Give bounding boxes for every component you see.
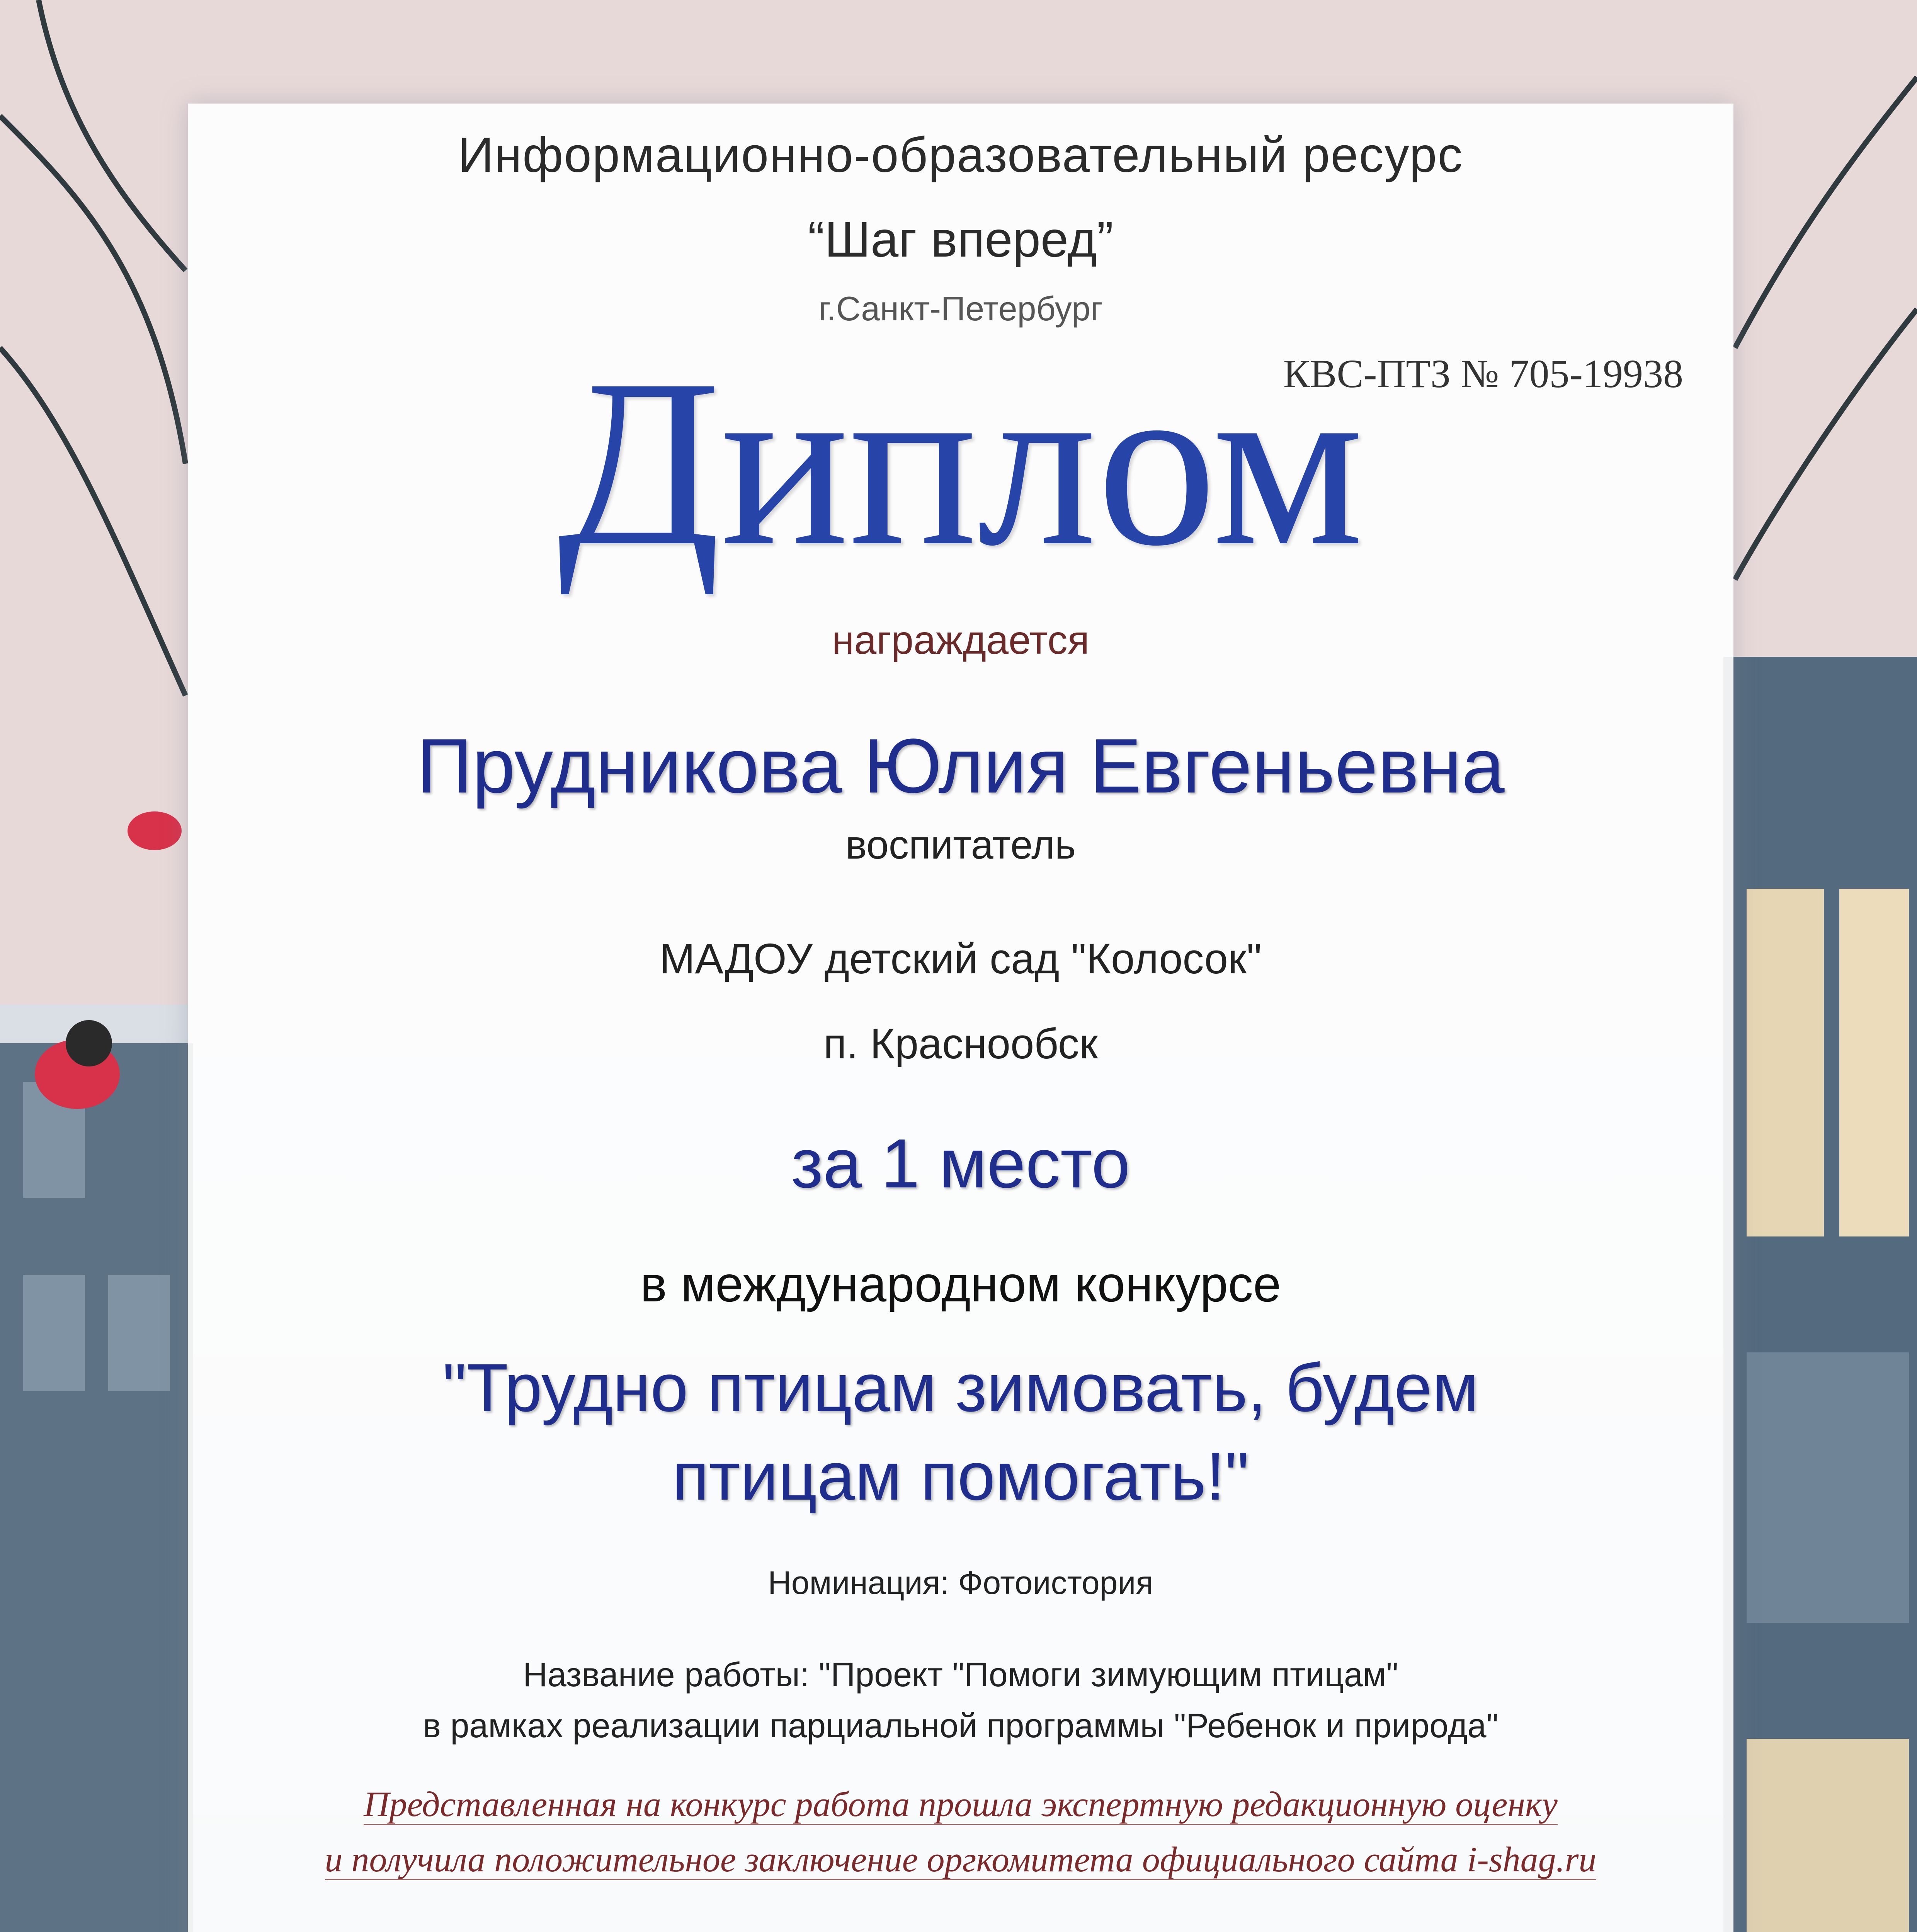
diploma-sheet (188, 104, 1733, 1932)
review-note (188, 1777, 1733, 1887)
award-rank: за 1 место (791, 1125, 1130, 1202)
work-title-line-1: Название работы: "Проект "Помоги зимующим птицам" (523, 1655, 1398, 1694)
contest-title (188, 1344, 1733, 1521)
contest-title-line-1: "Трудно птицам зимовать, будем (442, 1350, 1479, 1426)
awarded-label: награждается (832, 618, 1090, 663)
review-line-1: Представленная на конкурс работа прошла экспертную редакционную оценку (364, 1784, 1558, 1825)
work-title-line-2: в рамках реализации парциальной программы "Ребенок и природа" (423, 1706, 1499, 1745)
diploma-title: Диплом (557, 330, 1364, 595)
project-name: “Шаг вперед” (808, 211, 1114, 267)
nomination: Номинация: Фотоистория (768, 1565, 1153, 1601)
review-line-2: и получила положительное заключение оргкомитета официального сайта i-shag.ru (325, 1840, 1597, 1880)
recipient-position: воспитатель (845, 823, 1076, 867)
recipient-name: Прудникова Юлия Евгеньевна (417, 723, 1505, 809)
location: п. Краснообск (823, 1020, 1098, 1068)
resource-title: Информационно-образовательный ресурс (458, 128, 1463, 183)
contest-type: в международном конкурсе (640, 1256, 1281, 1312)
contest-title-line-2: птицам помогать!" (672, 1438, 1249, 1514)
registration-number: КВС-ПТЗ № 705-19938 (1283, 352, 1683, 396)
organization: МАДОУ детский сад "Колосок" (659, 935, 1262, 983)
work-title (188, 1649, 1733, 1751)
city: г.Санкт-Петербург (818, 289, 1103, 328)
